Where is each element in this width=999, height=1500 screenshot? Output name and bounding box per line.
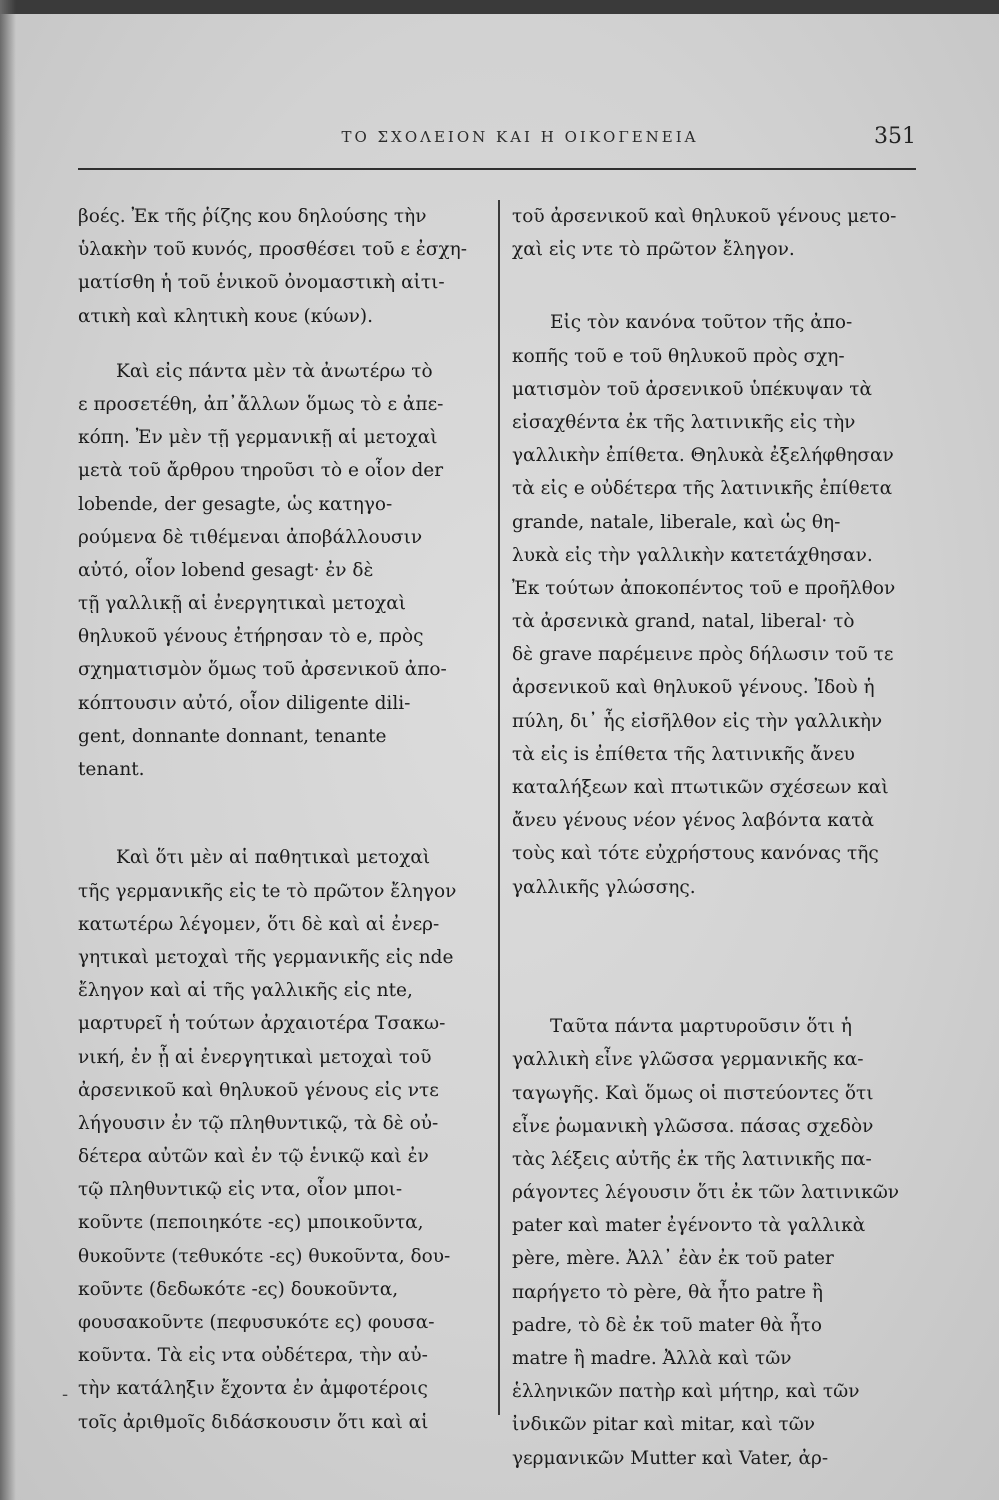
text-line: gent, donnante donnant, tenante	[78, 725, 387, 747]
text-line: ἰνδικῶν pitar καὶ mitar, καὶ τῶν	[512, 1414, 816, 1436]
page-number: 351	[874, 124, 916, 149]
text-line	[512, 1475, 920, 1500]
margin-dash: -	[62, 1384, 69, 1405]
text-line: ματισμὸν τοῦ ἀρσενικοῦ ὑπέκυψαν τὰ	[512, 378, 872, 400]
text-line: ματίσθη ἡ τοῦ ἑνικοῦ ὀνομαστικὴ αἰτι-	[78, 272, 445, 294]
text-line: ἀρσενικοῦ καὶ θηλυκοῦ γένους εἰς ντε	[78, 1079, 439, 1101]
text-line: λήγουσιν ἐν τῷ πληθυντικῷ, τὰ δὲ οὐ-	[78, 1112, 439, 1134]
text-line: λυκὰ εἰς τὴν γαλλικὴν κατετάχθησαν.	[512, 544, 873, 566]
text-line: γαλλικὴν ἐπίθετα. Θηλυκὰ ἐξελήφθησαν	[512, 445, 894, 467]
text-line: pater καὶ mater ἐγένοντο τὰ γαλλικὰ	[512, 1215, 866, 1237]
left-column	[78, 200, 486, 1500]
text-line: ἔληγον καὶ αἱ τῆς γαλλικῆς εἰς nte,	[78, 980, 413, 1002]
text-line: tenant.	[78, 759, 145, 780]
text-line: Ταῦτα πάντα μαρτυροῦσιν ὅτι ἡ	[550, 1016, 852, 1038]
text-line: Εἰς τὸν κανόνα τοῦτον τῆς ἀπο-	[550, 312, 853, 334]
text-line: γαλλικὴ εἶνε γλῶσσα γερμανικῆς κα-	[512, 1049, 864, 1071]
text-line: κοῦντε (πεποιηκότε -ες) μποικοῦντα,	[78, 1212, 424, 1234]
text-line: φουσακοῦντε (πεφυσυκότε ες) φουσα-	[78, 1312, 435, 1333]
running-header: ΤΟ ΣΧΟΛΕΙΟΝ ΚΑΙ Η ΟΙΚΟΓΕΝΕΙΑ	[341, 128, 699, 146]
text-line: ἀρσενικοῦ καὶ θηλυκοῦ γένους. Ἰδοὺ ἡ	[512, 677, 875, 699]
text-line: μετὰ τοῦ ἄρθρου τηροῦσι τὸ e οἷον der	[78, 460, 444, 482]
text-line: κόπη. Ἐν μὲν τῇ γερμανικῇ αἱ μετοχαὶ	[78, 427, 438, 449]
text-line: ἑλληνικῶν πατὴρ καὶ μήτηρ, καὶ τῶν	[512, 1381, 860, 1403]
text-line: τὰ εἰς is ἐπίθετα τῆς λατινικῆς ἄνευ	[512, 743, 855, 765]
paragraph	[78, 841, 486, 1500]
text-line: θυκοῦντε (τεθυκότε -ες) θυκοῦντα, δου-	[78, 1245, 451, 1267]
text-line: τοὺς καὶ τότε εὐχρήστους κανόνας τῆς	[512, 843, 879, 865]
text-line	[512, 937, 920, 970]
paragraph	[78, 355, 486, 820]
text-line: χαὶ εἰς ντε τὸ πρῶτον ἔληγον.	[512, 239, 795, 261]
text-line: padre, τὸ δὲ ἐκ τοῦ mater θὰ ἦτο	[512, 1314, 822, 1336]
text-line: γαλλικῆς γλώσσης.	[512, 876, 696, 898]
text-line: γητικαὶ μετοχαὶ τῆς γερμανικῆς εἰς nde	[78, 946, 454, 968]
text-line: Καὶ ὅτι μὲν αἱ παθητικαὶ μετοχαὶ	[116, 847, 431, 869]
text-line: ατικὴ καὶ κλητικὴ κουε (κύων).	[78, 305, 373, 327]
text-line: κατωτέρω λέγομεν, ὅτι δὲ καὶ αἱ ἐνερ-	[78, 913, 440, 935]
paragraph	[512, 200, 920, 266]
text-line: τοῖς ἀριθμοῖς διδάσκουσιν ὅτι καὶ αἱ	[78, 1411, 429, 1433]
text-line: ρούμενα δὲ τιθέμεναι ἀποβάλλουσιν	[78, 526, 423, 548]
text-line: τὰ εἰς e οὐδέτερα τῆς λατινικῆς ἐπίθετα	[512, 478, 893, 500]
text-line: νική, ἐν ᾗ αἱ ἐνεργητικαὶ μετοχαὶ τοῦ	[78, 1046, 432, 1068]
text-line: τὰ ἀρσενικὰ grand, natal, liberal· τὸ	[512, 611, 855, 633]
paragraph	[512, 306, 920, 970]
text-line: τὴν κατάληξιν ἔχοντα ἐν ἀμφοτέροις	[78, 1378, 428, 1400]
scan-left-edge	[0, 0, 16, 1500]
text-line: ὑλακὴν τοῦ κυνός, προσθέσει τοῦ ε ἐσχη-	[78, 239, 467, 261]
text-line: κοπῆς τοῦ e τοῦ θηλυκοῦ πρὸς σχη-	[512, 345, 845, 367]
text-line	[78, 1439, 486, 1472]
text-line	[512, 904, 920, 937]
text-line: τοῦ ἀρσενικοῦ καὶ θηλυκοῦ γένους μετο-	[512, 206, 897, 227]
text-line: θηλυκοῦ γένους ἐτήρησαν τὸ e, πρὸς	[78, 626, 424, 648]
text-line: γερμανικῶν Mutter καὶ Vater, ἀρ-	[512, 1447, 829, 1469]
text-line: τὰς λέξεις αὐτῆς ἐκ τῆς λατινικῆς πα-	[512, 1148, 872, 1170]
text-line: δὲ grave παρέμεινε πρὸς δήλωσιν τοῦ τε	[512, 644, 894, 666]
text-line: κοῦντα. Τὰ εἰς ντα οὐδέτερα, τὴν αὐ-	[78, 1345, 428, 1367]
scan-top-edge	[0, 0, 999, 14]
text-line: παρήγετο τὸ père, θὰ ἦτο patre ἢ	[512, 1281, 824, 1303]
text-line: ἄνευ γένους νέον γένος λαβόντα κατὰ	[512, 810, 875, 832]
text-line: ράγοντες λέγουσιν ὅτι ἐκ τῶν λατινικῶν	[512, 1182, 900, 1204]
paragraph	[512, 1010, 920, 1500]
text-line: ε προσετέθη, ἀπ᾽ἄλλων ὅμως τὸ ε ἀπε-	[78, 393, 444, 415]
text-line: σχηματισμὸν ὅμως τοῦ ἀρσενικοῦ ἀπο-	[78, 659, 447, 681]
text-line: Καὶ εἰς πάντα μὲν τὰ ἀνωτέρω τὸ	[116, 360, 433, 382]
text-line: κοῦντε (δεδωκότε -ες) δουκοῦντα,	[78, 1278, 399, 1300]
text-line: matre ἢ madre. Ἀλλὰ καὶ τῶν	[512, 1348, 792, 1369]
text-line	[78, 1472, 486, 1500]
text-line: κόπτουσιν αὐτό, οἷον diligente dili-	[78, 692, 411, 714]
header-rule	[78, 168, 916, 170]
column-divider	[498, 200, 500, 1415]
text-line: τῷ πληθυντικῷ εἰς ντα, οἷον μποι-	[78, 1179, 403, 1201]
text-line: δέτερα αὐτῶν καὶ ἐν τῷ ἑνικῷ καὶ ἐν	[78, 1146, 429, 1168]
paragraph	[78, 200, 486, 333]
text-line: père, mère. Ἀλλ᾽ ἐὰν ἐκ τοῦ pater	[512, 1248, 834, 1270]
text-line: καταλήξεων καὶ πτωτικῶν σχέσεων καὶ	[512, 777, 889, 798]
text-line: grande, natale, liberale, καὶ ὡς θη-	[512, 511, 841, 533]
text-line: lobende, der gesagte, ὡς κατηγο-	[78, 493, 393, 515]
text-line: εἰσαχθέντα ἐκ τῆς λατινικῆς εἰς τὴν	[512, 411, 856, 433]
right-column	[512, 200, 920, 1500]
text-line: Ἐκ τούτων ἀποκοπέντος τοῦ e προῆλθον	[512, 577, 896, 599]
text-line: πύλη, δι᾽ ἧς εἰσῆλθον εἰς τὴν γαλλικὴν	[512, 710, 883, 732]
text-line: αὐτό, οἷον lobend gesagt· ἐν δὲ	[78, 559, 374, 581]
text-line: εἶνε ῥωμανικὴ γλῶσσα. πάσας σχεδὸν	[512, 1115, 874, 1137]
text-line: τῇ γαλλικῇ αἱ ἐνεργητικαὶ μετοχαὶ	[78, 593, 406, 615]
text-line: μαρτυρεῖ ἡ τούτων ἀρχαιοτέρα Τσακω-	[78, 1013, 446, 1035]
text-line	[78, 786, 486, 819]
text-line: βοές. Ἐκ τῆς ῥίζης κου δηλούσης τὴν	[78, 206, 427, 227]
text-line: ταγωγῆς. Καὶ ὅμως οἱ πιστεύοντες ὅτι	[512, 1082, 874, 1104]
text-line: τῆς γερμανικῆς εἰς te τὸ πρῶτον ἔληγον	[78, 880, 457, 902]
